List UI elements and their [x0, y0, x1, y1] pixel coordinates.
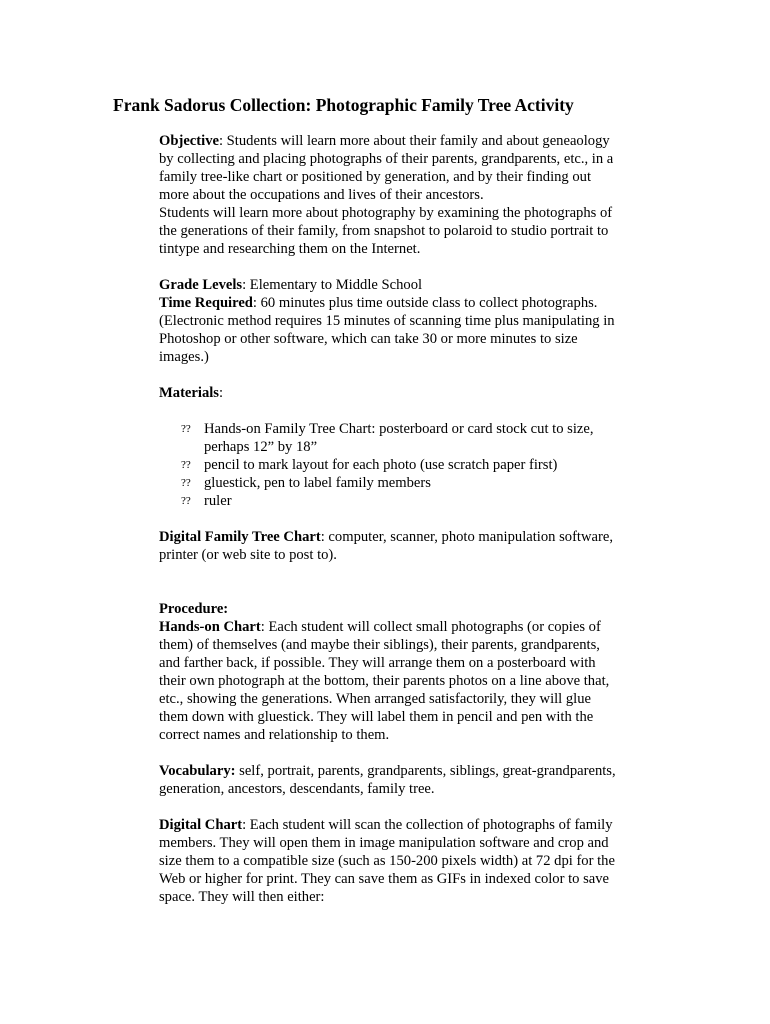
bullet-marker: ?? [181, 477, 191, 489]
grade-levels-text: : Elementary to Middle School [242, 277, 423, 293]
list-item [181, 456, 619, 474]
vocabulary-text: self, portrait, parents, grandparents, siblings, great-grandparents, generation, ancestors, descendants, family tree. [159, 763, 616, 797]
grade-levels-paragraph [159, 276, 619, 294]
bullet-marker: ?? [181, 459, 191, 471]
objective-paragraph-2: Students will learn more about photography by examining the photographs of the generations of their family, from snapshot to polaroid to studio portrait to tintype and researching them on the Internet. [159, 205, 613, 257]
spacer [159, 564, 619, 600]
digital-chart-text: : Each student will scan the collection of photographs of family members. They will open them in image manipulation software and crop and size them to a compatible size (such as 150-200 pixels width) at 72 dpi for the Web or higher for print. They can save them as GIFs in indexed color to save space. They will then either: [159, 817, 615, 905]
procedure-heading: Procedure: [159, 601, 229, 617]
list-item [181, 420, 619, 456]
objective-text: : Students will learn more about their family and about geneaology by collecting and placing photographs of their parents, grandparents, etc., in a family tree-like chart or positioned by generation, and by their finding out more about the occupations and lives of their ancestors. [159, 133, 614, 203]
vocabulary-label: Vocabulary: [159, 763, 236, 779]
document-body [159, 132, 619, 906]
time-required-paragraph [159, 294, 619, 366]
digital-family-tree-paragraph [159, 528, 619, 564]
list-item-text: gluestick, pen to label family members [204, 475, 431, 491]
objective-paragraph [159, 132, 619, 204]
spacer [159, 744, 619, 762]
hands-on-label: Hands-on Chart [159, 619, 261, 635]
bullet-marker: ?? [181, 495, 191, 507]
grade-levels-label: Grade Levels [159, 277, 243, 293]
spacer [159, 510, 619, 528]
spacer [159, 366, 619, 384]
list-item [181, 492, 619, 510]
materials-colon: : [218, 385, 224, 401]
digital-family-tree-label: Digital Family Tree Chart [159, 529, 321, 545]
materials-label: Materials [159, 385, 219, 401]
digital-chart-paragraph [159, 816, 619, 906]
vocabulary-paragraph [159, 762, 619, 798]
time-required-label: Time Required [159, 295, 253, 311]
hands-on-paragraph [159, 618, 619, 744]
materials-list [159, 420, 619, 510]
spacer [159, 402, 619, 420]
list-item-text: pencil to mark layout for each photo (use scratch paper first) [204, 457, 558, 473]
spacer [159, 798, 619, 816]
bullet-marker: ?? [181, 423, 191, 435]
list-item [181, 474, 619, 492]
list-item-text: ruler [204, 493, 232, 509]
digital-chart-label: Digital Chart [159, 817, 243, 833]
list-item-text: Hands-on Family Tree Chart: posterboard or card stock cut to size, perhaps 12” by 18” [204, 421, 594, 455]
hands-on-text: : Each student will collect small photographs (or copies of them) of themselves (and maybe their siblings), their parents, grandparents, and farther back, if possible. They will arrange them on a posterboard with their own photograph at the bottom, their parents photos on a line above that, etc., showing the generations. When arranged satisfactorily, they will glue them down with gluestick. They will label them in pencil and pen with the correct names and relationship to them. [159, 619, 610, 743]
digital-family-tree-text: : computer, scanner, photo manipulation software, printer (or web site to post to). [159, 529, 613, 563]
time-required-text: : 60 minutes plus time outside class to collect photographs. (Electronic method requires 15 minutes of scanning time plus manipulating in Photoshop or other software, which can take 30 or more minutes to size images.) [159, 295, 615, 365]
document-title: Frank Sadorus Collection: Photographic Family Tree Activity [113, 95, 574, 115]
materials-heading [159, 384, 619, 402]
objective-label: Objective [159, 133, 219, 149]
spacer [159, 258, 619, 276]
